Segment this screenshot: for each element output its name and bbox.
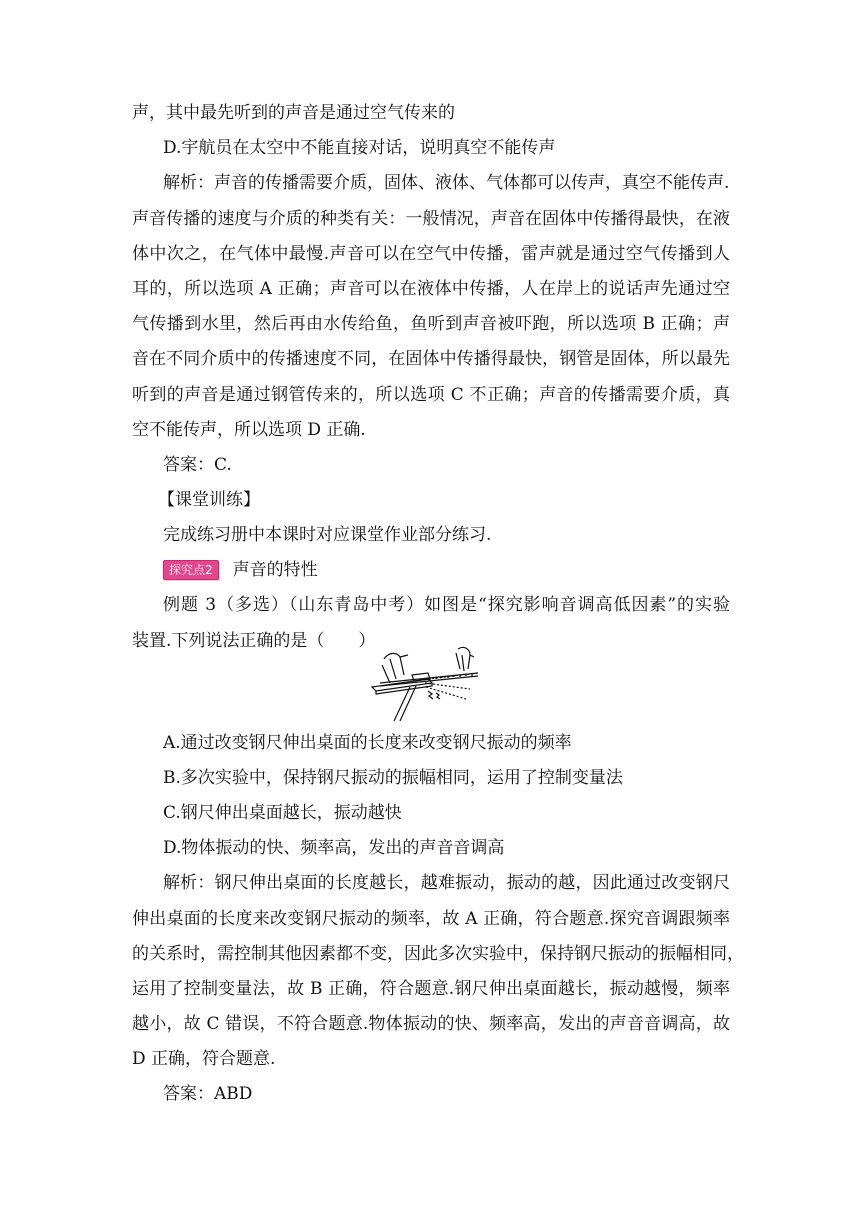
answer-1: 答案：C. — [163, 455, 232, 475]
option-d-1: D.宇航员在太空中不能直接对话，说明真空不能传声 — [163, 138, 556, 158]
analysis-line: 听到的声音是通过钢管传来的，所以选项 C 不正确；声音的传播需要介质，真 — [132, 385, 730, 405]
analysis-line: 气传播到水里，然后再由水传给鱼，鱼听到声音被吓跑，所以选项 B 正确；声 — [132, 314, 730, 334]
analysis-line: D 正确，符合题意. — [132, 1049, 276, 1069]
analysis-line: 解析：钢尺伸出桌面的长度越长，越难振动，振动的越，因此通过改变钢尺 — [163, 873, 730, 893]
analysis-line: 解析：声音的传播需要介质，固体、液体、气体都可以传声，真空不能传声. — [163, 173, 730, 193]
analysis-line: 越小，故 C 错误，不符合题意.物体振动的快、频率高，发出的声音音调高，故 — [132, 1014, 730, 1034]
analysis-line: 声音传播的速度与介质的种类有关：一般情况，声音在固体中传播得最快，在液 — [132, 209, 730, 229]
analysis-line: 体中次之，在气体中最慢.声音可以在空气中传播，雷声就是通过空气传播到人 — [132, 244, 730, 264]
analysis-line: 伸出桌面的长度来改变钢尺振动的频率，故 A 正确，符合题意.探究音调跟频率 — [132, 909, 730, 929]
example-question: 例题 3（多选）（山东青岛中考）如图是“探究影响音调高低因素”的实验 — [163, 595, 730, 615]
option-d-2: D.物体振动的快、频率高，发出的声音音调高 — [163, 838, 505, 858]
analysis-line: 的关系时，需控制其他因素都不变，因此多次实验中，保持钢尺振动的振幅相同， — [132, 944, 744, 964]
option-a: A.通过改变钢尺伸出桌面的长度来改变钢尺振动的频率 — [163, 733, 572, 753]
analysis-line: 运用了控制变量法，故 B 正确，符合题意.钢尺伸出桌面越长，振动越慢，频率 — [132, 979, 730, 999]
ruler-vibration-figure — [370, 645, 490, 723]
example-question: 装置.下列说法正确的是（ ） — [132, 631, 376, 651]
topic-heading — [163, 559, 730, 581]
section-tag-badge: 探究点2 — [163, 560, 219, 580]
answer-2: 答案：ABD — [163, 1084, 253, 1104]
analysis-line: 音在不同介质中的传播速度不同，在固体中传播得最快，钢管是固体，所以最先 — [132, 349, 730, 369]
topic-title: 声音的特性 — [232, 560, 318, 580]
option-b: B.多次实验中，保持钢尺振动的振幅相同，运用了控制变量法 — [163, 768, 623, 788]
option-c: C.钢尺伸出桌面越长，振动越快 — [163, 803, 402, 823]
text-line: 声，其中最先听到的声音是通过空气传来的 — [132, 103, 455, 123]
analysis-line: 耳的，所以选项 A 正确；声音可以在液体中传播，人在岸上的说话声先通过空 — [132, 279, 730, 299]
exercise-instruction: 完成练习册中本课时对应课堂作业部分练习. — [163, 525, 492, 545]
analysis-line: 空不能传声，所以选项 D 正确. — [132, 420, 366, 440]
section-heading-classroom-training: 【课堂训练】 — [158, 490, 260, 510]
